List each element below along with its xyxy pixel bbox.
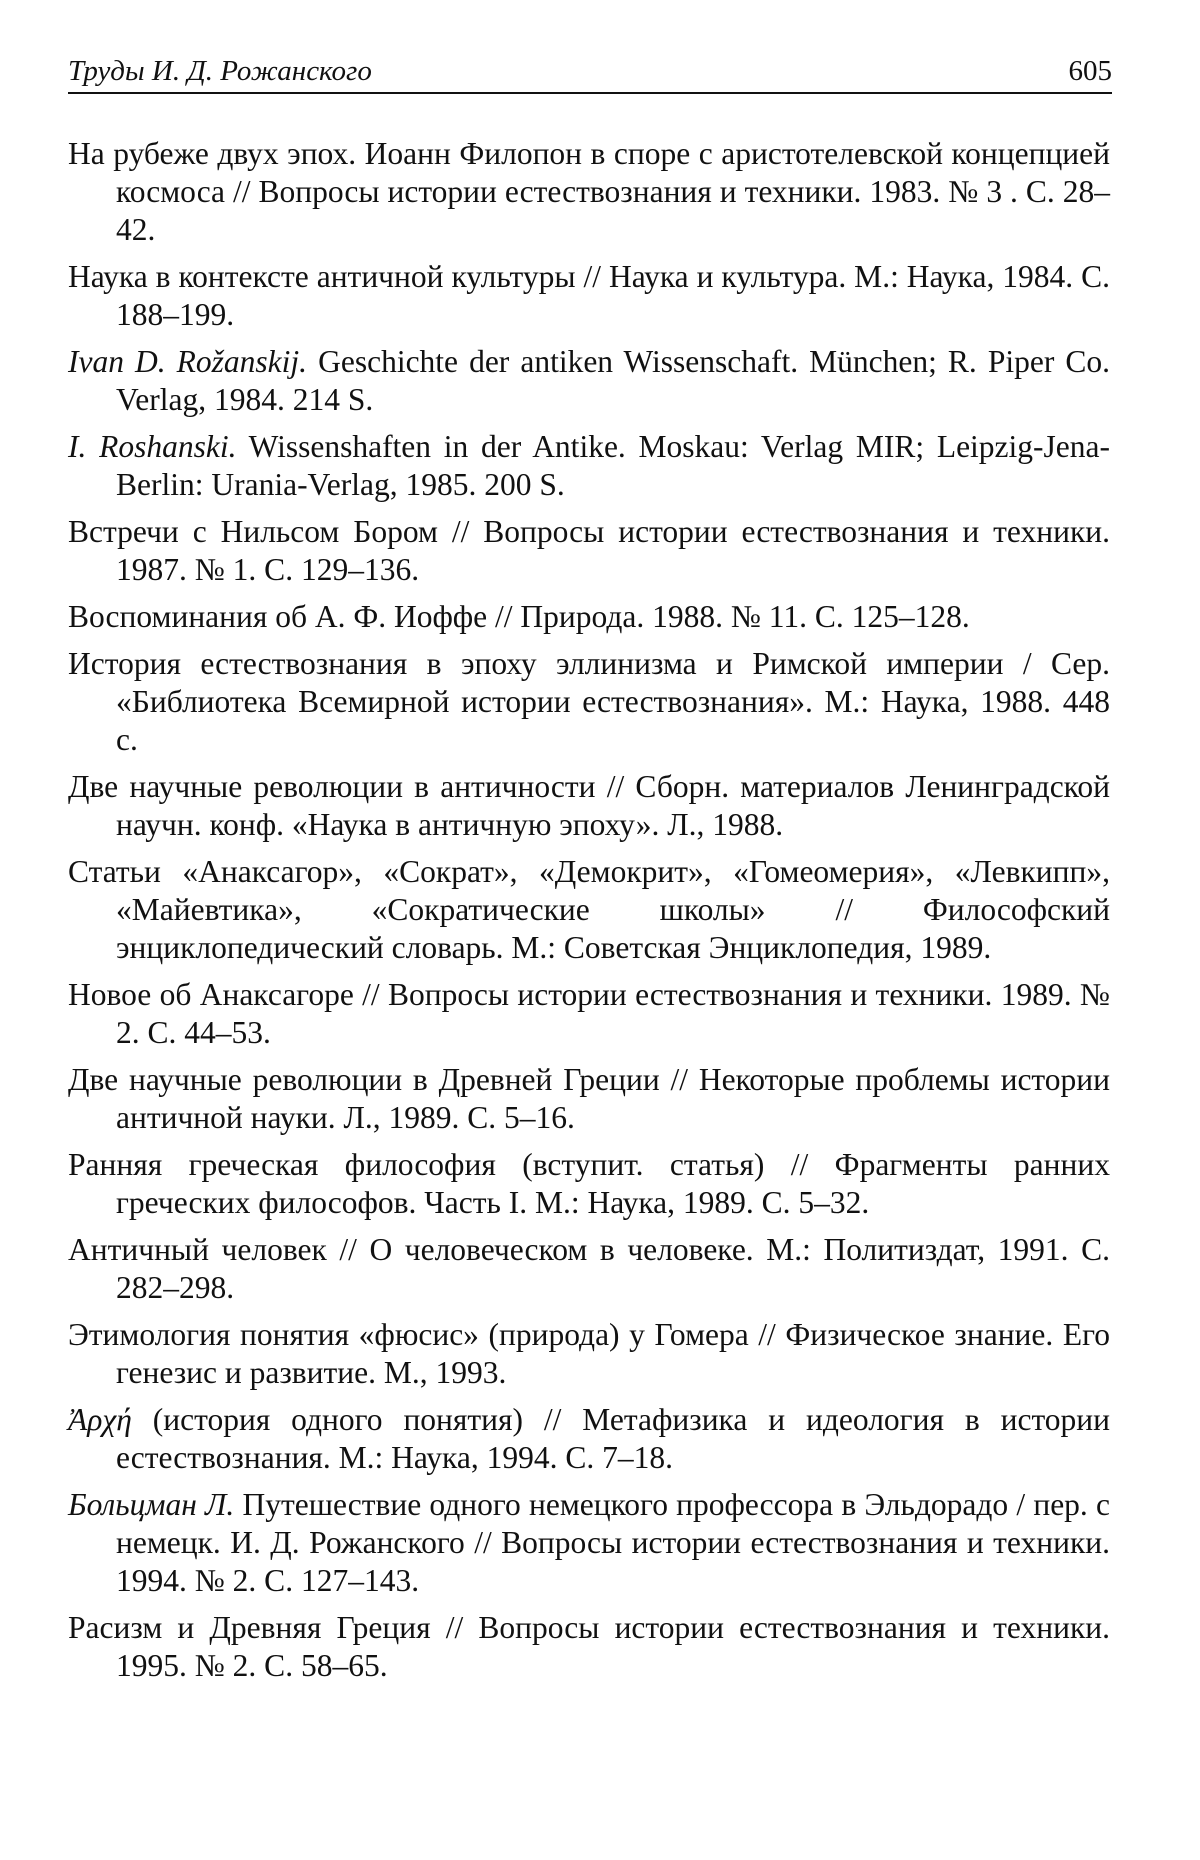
entry-text: История естествознания в эпоху эллинизма и Римской империи / Сер. «Библиотека Всемирной истории естествознания». М.: Наука, 1988. 448 с. <box>68 646 1110 757</box>
bibliography-entry <box>68 853 1110 967</box>
entry-text: Две научные революции в античности // Сборн. материалов Ленинградской научн. конф. «Наука в античную эпоху». Л., 1988. <box>68 769 1110 842</box>
bibliography-entry <box>68 768 1110 844</box>
entry-text: (история одного понятия) // Метафизика и идеология в истории естествознания. М.: Наука, 1994. С. 7–18. <box>116 1402 1111 1475</box>
entry-author: Ivan D. Rožanskij. <box>68 344 308 379</box>
bibliography-entry <box>68 513 1110 589</box>
bibliography-entry <box>68 645 1110 759</box>
entry-text: Воспоминания об А. Ф. Иоффе // Природа. 1988. № 11. С. 125–128. <box>68 599 970 634</box>
bibliography-entry <box>68 1486 1110 1600</box>
entry-text: Встречи с Нильсом Бором // Вопросы истории естествознания и техники. 1987. № 1. С. 129–136. <box>68 514 1110 587</box>
bibliography-entry <box>68 598 1110 636</box>
entry-text: Статьи «Анаксагор», «Сократ», «Демокрит», «Гомеомерия», «Левкипп», «Майевтика», «Сократические школы» // Философский энциклопедический словарь. М.: Советская Энциклопедия, 1989. <box>68 854 1110 965</box>
bibliography-entry <box>68 1609 1110 1685</box>
bibliography-entry <box>68 1146 1110 1222</box>
bibliography-list <box>68 135 1110 1694</box>
entry-text: Geschichte der antiken Wissenschaft. München; R. Piper Co. Verlag, 1984. 214 S. <box>116 344 1110 417</box>
entry-text: Две научные революции в Древней Греции // Некоторые проблемы истории античной науки. Л., 1989. С. 5–16. <box>68 1062 1110 1135</box>
entry-greek-term: Ἀρχή <box>68 1402 132 1437</box>
bibliography-entry <box>68 1231 1110 1307</box>
entry-author: I. Roshanski. <box>68 429 237 464</box>
entry-text: Наука в контексте античной культуры // Наука и культура. М.: Наука, 1984. С. 188–199. <box>68 259 1110 332</box>
bibliography-entry <box>68 135 1110 249</box>
entry-text: Путешествие одного немецкого профессора в Эльдорадо / пер. с немецк. И. Д. Рожанского // Вопросы истории естествознания и техники. 1994. № 2. С. 127–143. <box>116 1487 1110 1598</box>
entry-text: Расизм и Древняя Греция // Вопросы истории естествознания и техники. 1995. № 2. С. 58–65. <box>68 1610 1110 1683</box>
entry-text: Новое об Анаксагоре // Вопросы истории естествознания и техники. 1989. № 2. С. 44–53. <box>68 977 1110 1050</box>
running-head <box>68 52 1112 94</box>
entry-text: Античный человек // О человеческом в человеке. М.: Политиздат, 1991. С. 282–298. <box>68 1232 1110 1305</box>
page-number: 605 <box>1068 55 1112 87</box>
entry-text: Wissenshaften in der Antike. Moskau: Verlag MIR; Leipzig-Jena-Berlin: Urania-Verlag, 1985. 200 S. <box>116 429 1110 502</box>
bibliography-entry <box>68 1061 1110 1137</box>
running-title: Труды И. Д. Рожанского <box>68 55 372 87</box>
bibliography-entry <box>68 343 1110 419</box>
bibliography-entry <box>68 1316 1110 1392</box>
entry-author: Больцман Л. <box>68 1487 235 1522</box>
bibliography-entry <box>68 976 1110 1052</box>
bibliography-entry <box>68 1401 1110 1477</box>
bibliography-entry <box>68 428 1110 504</box>
entry-text: Этимология понятия «фюсис» (природа) у Гомера // Физическое знание. Его генезис и развитие. М., 1993. <box>68 1317 1110 1390</box>
entry-text: Ранняя греческая философия (вступит. статья) // Фрагменты ранних греческих философов. Часть I. М.: Наука, 1989. С. 5–32. <box>68 1147 1110 1220</box>
entry-text: На рубеже двух эпох. Иоанн Филопон в споре с аристотелевской концепцией космоса // Вопросы истории естествознания и техники. 1983. № 3 . С. 28–42. <box>68 136 1110 247</box>
bibliography-entry <box>68 258 1110 334</box>
